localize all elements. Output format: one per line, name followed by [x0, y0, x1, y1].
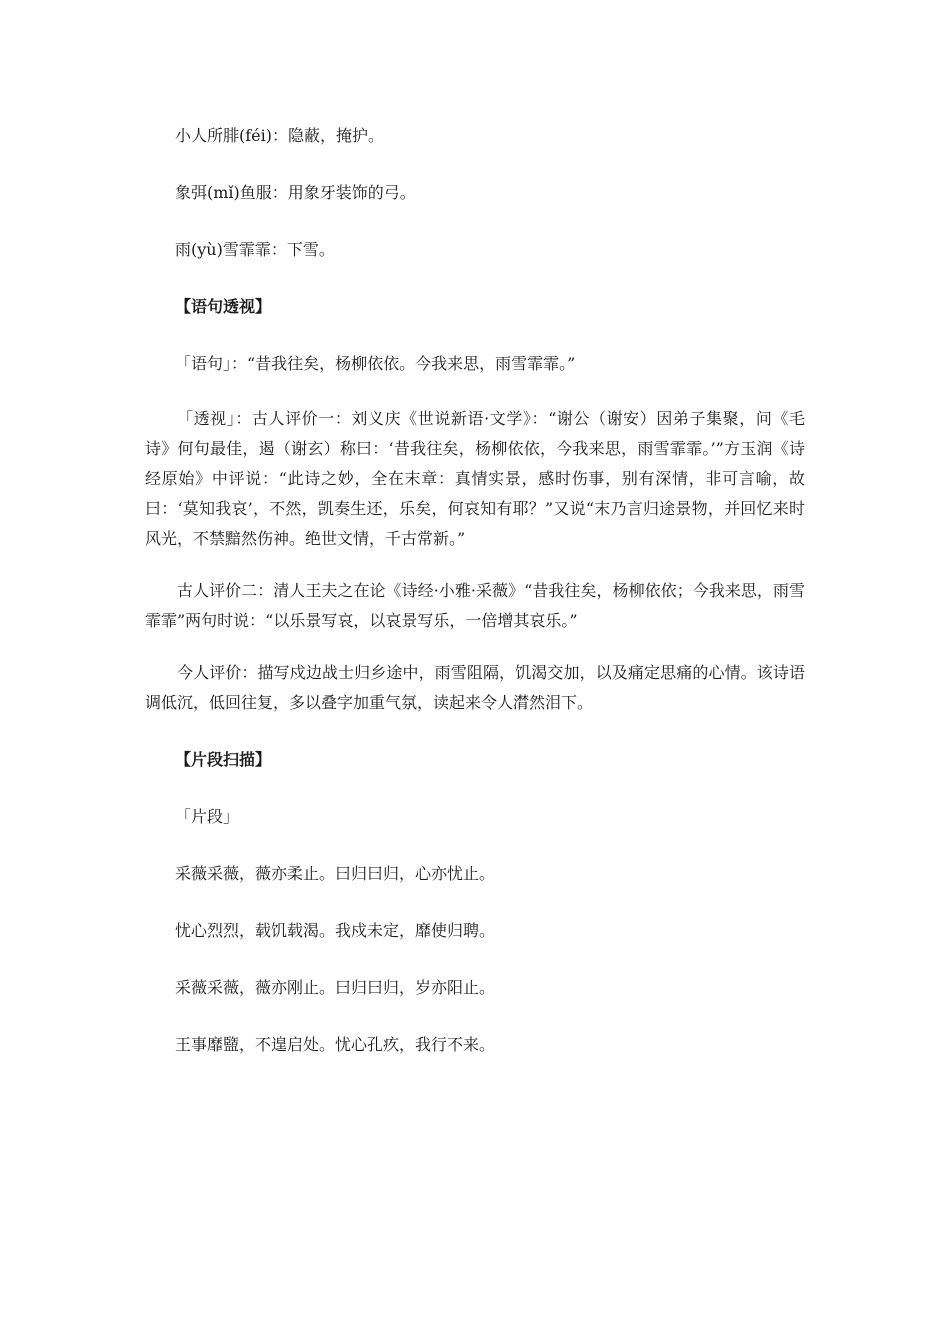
note-line: 象弭(mǐ)鱼服：用象牙装饰的弓。 — [175, 183, 416, 202]
sentence-quote: 「语句」：“昔我往矣，杨柳依依。今我来思，雨雪霏霏。” — [175, 354, 576, 373]
analysis-paragraph-2: 古人评价二：清人王夫之在论《诗经·小雅·采薇》“昔我往矣，杨柳依依；今我来思，雨雪霏霏”两句时说：“以乐景写哀，以哀景写乐，一倍增其哀乐。” — [145, 581, 805, 630]
note-line: 雨(yù)雪霏霏：下雪。 — [175, 240, 335, 259]
fragment-label: 「片段」 — [175, 807, 240, 826]
poem-line: 采薇采薇，薇亦柔止。曰归曰归，心亦忧止。 — [175, 864, 496, 883]
section-heading-sentence: 【语句透视】 — [175, 297, 272, 316]
poem-line: 采薇采薇，薇亦刚止。曰归曰归，岁亦阳止。 — [175, 978, 496, 997]
document-body — [145, 122, 805, 1059]
poem-line: 忧心烈烈，载饥载渴。我戍未定，靡使归聘。 — [175, 921, 496, 940]
poem-line: 王事靡盬，不遑启处。忧心孔疚，我行不来。 — [175, 1035, 496, 1054]
section-heading-fragment: 【片段扫描】 — [175, 750, 272, 769]
analysis-paragraph-1: 「透视」：古人评价一：刘义庆《世说新语·文学》：“谢公（谢安）因弟子集聚，问《毛诗》何句最佳，遏（谢玄）称曰：‘昔我往矣，杨柳依依，今我来思，雨雪霏霏。’”方玉润《诗经原始》中评说：“此诗之妙，全在末章：真情实景，感时伤事，别有深情，非可言喻，故曰：‘莫知我哀’，不然，凯奏生还，乐矣，何哀知有耶？”又说“末乃言归途景物，并回忆来时风光，不禁黯然伤神。绝世文情，千古常新。” — [145, 409, 805, 548]
analysis-paragraph-3: 今人评价：描写戍边战士归乡途中，雨雪阻隔，饥渴交加，以及痛定思痛的心情。该诗语调低沉，低回往复，多以叠字加重气氛，读起来令人潸然泪下。 — [145, 663, 805, 712]
note-line: 小人所腓(féi)：隐蔽，掩护。 — [175, 126, 384, 145]
